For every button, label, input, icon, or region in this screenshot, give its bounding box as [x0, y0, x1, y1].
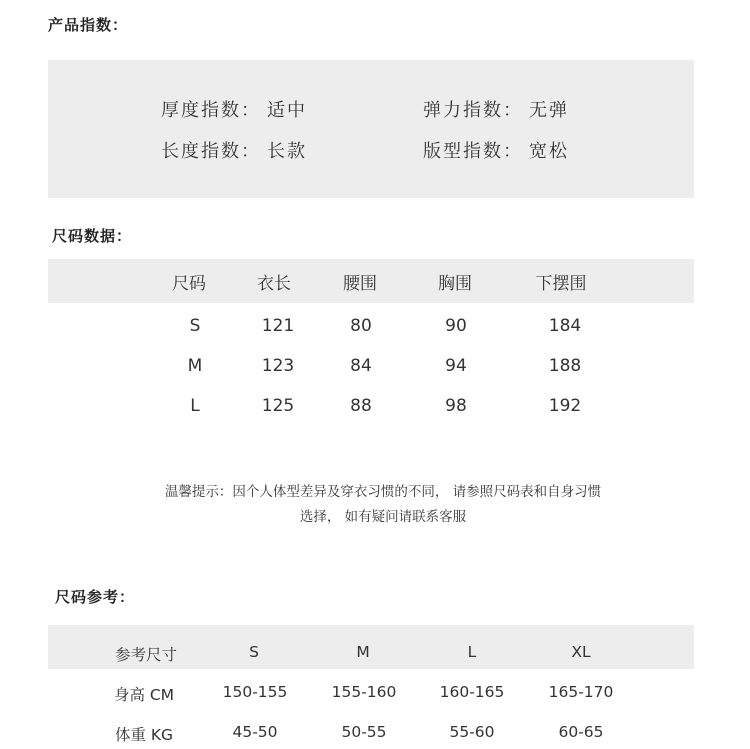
table-cell: 84 [350, 356, 372, 376]
thickness-label: 厚度指数： [161, 100, 261, 121]
fit-label: 版型指数： [423, 141, 523, 162]
size-data-header-size: 尺码 [172, 274, 206, 294]
table-cell: 184 [548, 316, 582, 336]
size-reference-header-l: L [467, 643, 477, 661]
table-cell: 45-50 [232, 723, 278, 741]
table-cell: 121 [261, 316, 295, 336]
table-cell: L [190, 396, 200, 416]
size-reference-header-m: M [356, 643, 370, 661]
elasticity-label: 弹力指数： [423, 100, 523, 121]
table-cell: 60-65 [558, 723, 604, 741]
length-value: 长款 [267, 141, 307, 162]
thickness-index [161, 96, 307, 122]
table-cell: 125 [261, 396, 295, 416]
size-reference-header-s: S [249, 643, 259, 661]
table-cell: 155-160 [331, 683, 397, 701]
table-cell: S [189, 316, 201, 336]
table-cell: M [187, 356, 203, 376]
elasticity-index [423, 96, 569, 122]
table-cell: 90 [445, 316, 467, 336]
size-data-header-waist: 腰围 [343, 274, 377, 294]
table-cell: 150-155 [222, 683, 288, 701]
table-cell: 80 [350, 316, 372, 336]
product-index-panel [48, 60, 694, 198]
length-label: 长度指数： [161, 141, 261, 162]
size-tip-line-1: 温馨提示：因个人体型差异及穿衣习惯的不同， 请参照尺码表和自身习惯 [164, 484, 602, 500]
fit-index [423, 137, 569, 163]
fit-value: 宽松 [529, 141, 569, 162]
table-cell: 192 [548, 396, 582, 416]
elasticity-value: 无弹 [529, 100, 569, 121]
table-cell: 123 [261, 356, 295, 376]
table-cell: 188 [548, 356, 582, 376]
product-index-heading: 产品指数： [48, 16, 129, 34]
table-cell: 50-55 [341, 723, 387, 741]
size-reference-heading: 尺码参考： [55, 588, 136, 606]
length-index [161, 137, 307, 163]
size-data-header-hem: 下摆围 [535, 274, 587, 294]
size-data-heading: 尺码数据： [52, 227, 133, 245]
size-reference-header-label: 参考尺寸 [114, 646, 178, 664]
thickness-value: 适中 [267, 100, 307, 121]
table-cell: 身高 CM [113, 686, 175, 704]
size-data-header-length: 衣长 [257, 274, 291, 294]
table-cell: 体重 KG [114, 726, 174, 744]
table-cell: 88 [350, 396, 372, 416]
size-tip-line-2: 选择， 如有疑问请联系客服 [299, 509, 467, 525]
size-data-header-chest: 胸围 [438, 274, 472, 294]
size-reference-header-xl: XL [571, 643, 591, 661]
table-cell: 165-170 [548, 683, 614, 701]
table-cell: 55-60 [449, 723, 495, 741]
table-cell: 94 [445, 356, 467, 376]
table-cell: 98 [445, 396, 467, 416]
table-cell: 160-165 [439, 683, 505, 701]
